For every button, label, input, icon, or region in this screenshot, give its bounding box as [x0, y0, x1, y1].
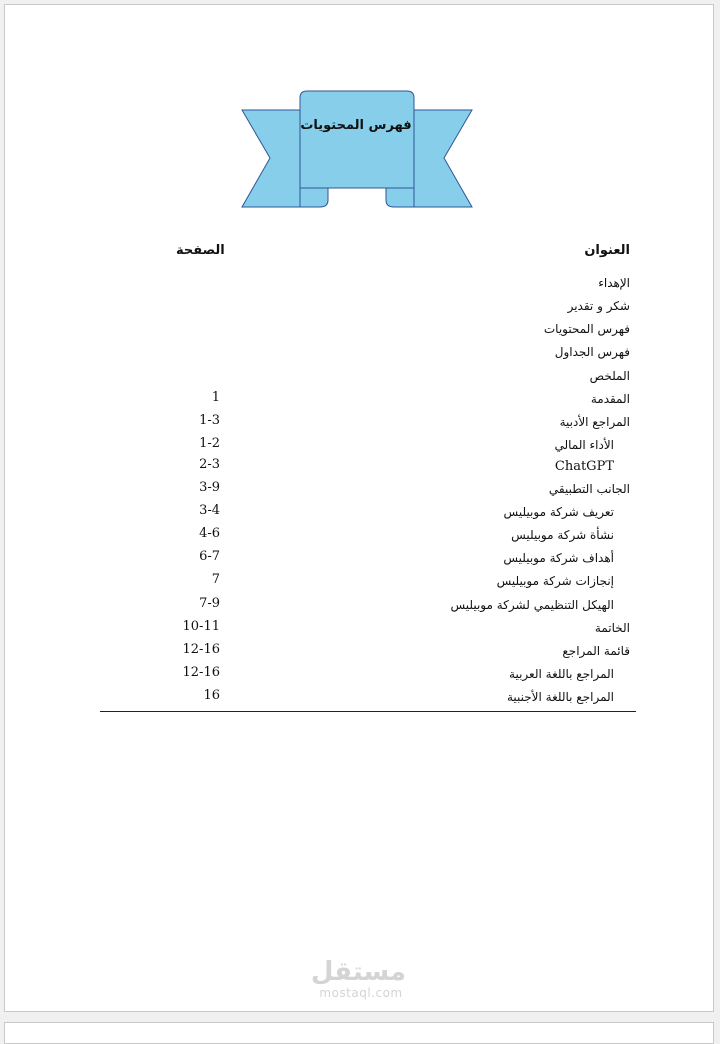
toc-entry-title: المقدمة — [590, 392, 630, 406]
toc-entry-title: المراجع الأدبية — [559, 415, 630, 429]
toc-entry-page: 10-11 — [182, 619, 220, 634]
next-page-edge — [4, 1022, 714, 1044]
toc-row — [100, 621, 636, 643]
toc-row — [100, 322, 636, 344]
toc-entry-title: فهرس الجداول — [554, 345, 630, 359]
watermark-latin: mostaql.com — [319, 986, 403, 1000]
toc-entry-page: 2-3 — [199, 457, 220, 472]
toc-entry-page: 7 — [211, 572, 220, 587]
toc-row — [100, 415, 636, 437]
toc-entry-title: إنجازات شركة موبيليس — [496, 574, 614, 588]
toc-entry-title: الخاتمة — [594, 621, 630, 635]
table-bottom-rule — [100, 711, 636, 712]
toc-row — [100, 574, 636, 596]
banner-title: فهرس المحتويات — [300, 118, 412, 133]
toc-entry-title: أهداف شركة موبيليس — [503, 551, 614, 565]
toc-entry-title: فهرس المحتويات — [543, 322, 630, 336]
ribbon-banner — [240, 88, 474, 212]
toc-row — [100, 459, 636, 481]
ribbon-left-tail — [242, 110, 300, 207]
toc-entry-title: نشأة شركة موبيليس — [511, 528, 614, 542]
toc-row — [100, 551, 636, 573]
toc-row — [100, 369, 636, 391]
toc-row — [100, 528, 636, 550]
toc-row — [100, 299, 636, 321]
toc-entry-page: 12-16 — [182, 642, 220, 657]
toc-entry-title: ChatGPT — [554, 459, 614, 474]
toc-row — [100, 505, 636, 527]
toc-row — [100, 482, 636, 504]
toc-entry-page: 4-6 — [199, 526, 220, 541]
toc-entry-title: الإهداء — [598, 276, 630, 290]
toc-entry-page: 7-9 — [199, 596, 220, 611]
toc-entry-page: 1-2 — [199, 436, 220, 451]
toc-row — [100, 438, 636, 460]
toc-row — [100, 667, 636, 689]
ribbon-left-fold — [300, 188, 328, 207]
toc-entry-page: 12-16 — [182, 665, 220, 680]
ribbon-right-fold — [386, 188, 414, 207]
toc-entry-title: الجانب التطبيقي — [548, 482, 630, 496]
column-header-page: الصفحة — [176, 243, 225, 258]
toc-row — [100, 345, 636, 367]
toc-entry-title: تعريف شركة موبيليس — [503, 505, 614, 519]
toc-entry-page: 16 — [203, 688, 220, 703]
toc-entry-page: 3-4 — [199, 503, 220, 518]
toc-entry-page: 1-3 — [199, 413, 220, 428]
watermark — [310, 957, 406, 1000]
toc-entry-page: 3-9 — [199, 480, 220, 495]
toc-row — [100, 598, 636, 620]
column-header-title: العنوان — [584, 243, 630, 258]
toc-entry-title: قائمة المراجع — [562, 644, 630, 658]
toc-entry-page: 1 — [211, 390, 220, 405]
ribbon-center — [300, 91, 414, 188]
toc-row — [100, 392, 636, 414]
toc-row — [100, 644, 636, 666]
toc-entry-title: شكر و تقدير — [567, 299, 630, 313]
toc-row — [100, 690, 636, 712]
toc-entry-title: المراجع باللغة العربية — [509, 667, 614, 681]
toc-entry-title: المراجع باللغة الأجنبية — [506, 690, 614, 704]
toc-row — [100, 276, 636, 298]
ribbon-right-tail — [414, 110, 472, 207]
toc-entry-title: الأداء المالي — [554, 438, 614, 452]
toc-entry-page: 6-7 — [199, 549, 220, 564]
toc-entry-title: الملخص — [589, 369, 630, 383]
toc-entry-title: الهيكل التنظيمي لشركة موبيليس — [450, 598, 614, 612]
watermark-arabic: مستقل — [310, 957, 406, 987]
